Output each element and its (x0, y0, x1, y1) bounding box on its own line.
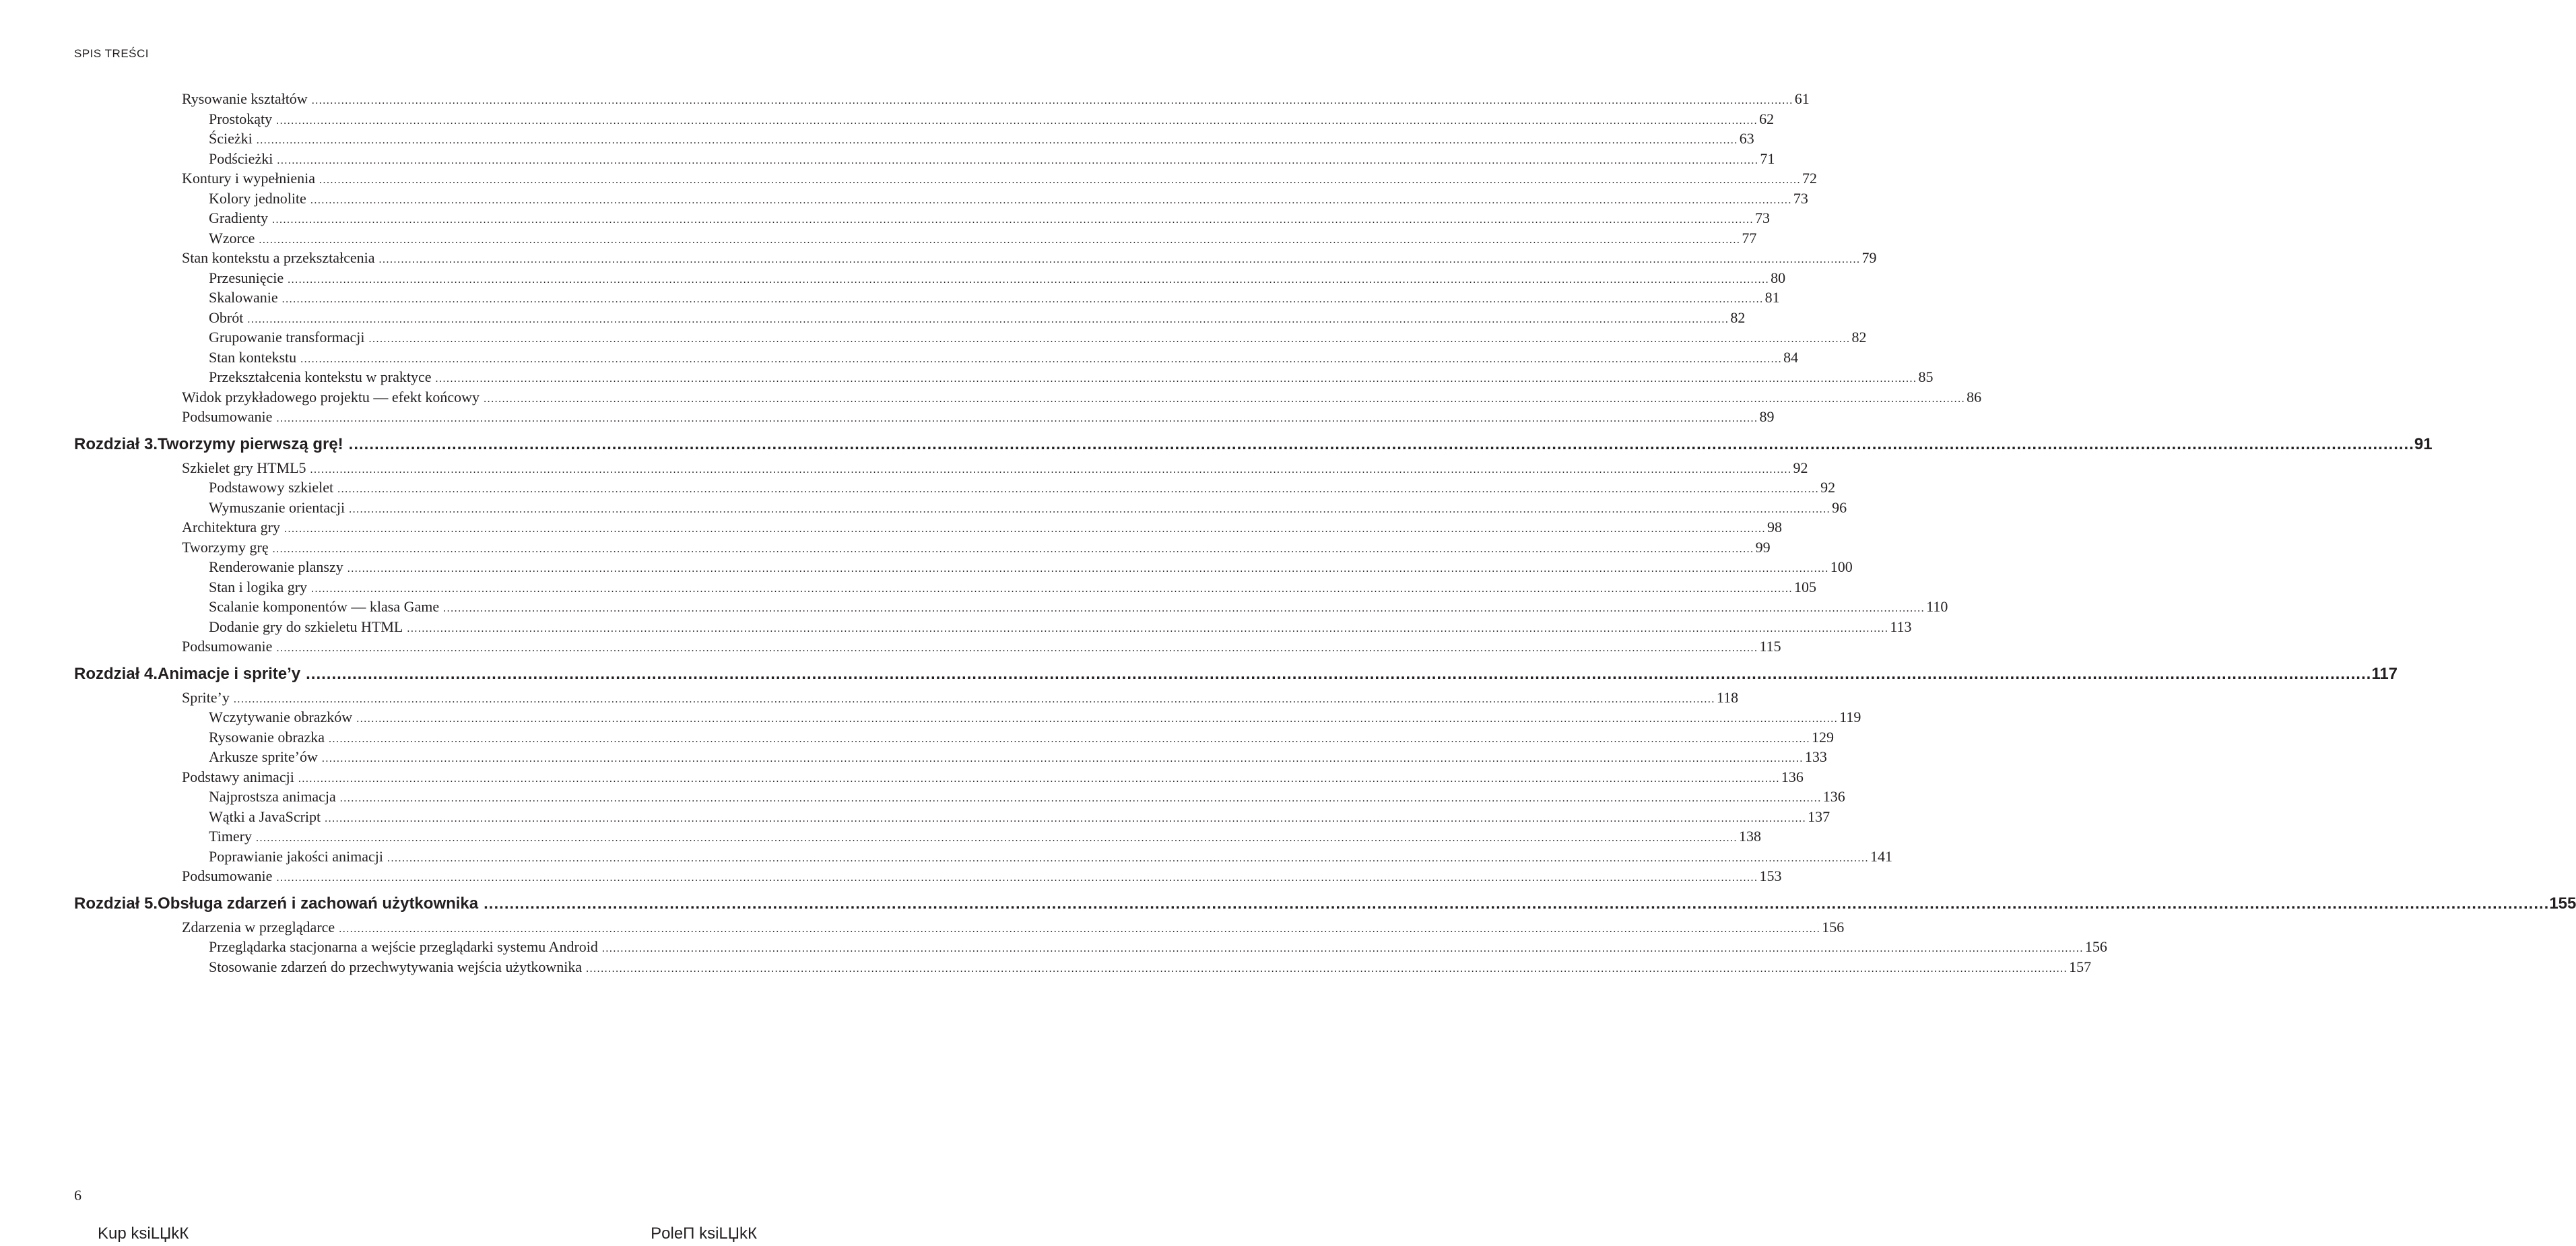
toc-entry-page: 136 (1822, 788, 1845, 805)
toc-entry-page: 92 (1820, 479, 1836, 496)
dot-leader: ................................................................................................................................................................................................................................................................................................................................................................................................................ (311, 583, 1793, 595)
toc-entry-title: Podścieżki (209, 150, 273, 167)
dot-leader: ................................................................................................................................................................................................................................................................................................................................................................................................................ (356, 713, 1839, 725)
toc-entry-page: 63 (1739, 130, 1754, 147)
toc-entry-title: Przekształcenia kontekstu w praktyce (209, 368, 432, 385)
chapter-label: Rozdział 3. (74, 434, 158, 453)
dot-leader: ................................................................................................................................................................................................................................................................................................................................................................................................................ (329, 733, 1811, 745)
toc-entry (182, 635, 1781, 658)
dot-leader: ................................................................................................................................................................................................................................................................................................................................................................................................................ (298, 773, 1780, 785)
toc-entry-title: Stan i logika gry (209, 578, 308, 595)
toc-entry-page: 141 (1870, 847, 1893, 865)
toc-entry-title: Tworzymy grę (182, 538, 269, 556)
dot-leader: ................................................................................................................................................................................................................................................................................................................................................................................................................ (601, 943, 2084, 954)
dot-leader: ................................................................................................................................................................................................................................................................................................................................................................................................................ (276, 413, 1758, 424)
chapter-title: Animacje i sprite’y (158, 664, 301, 683)
toc-entry-title: Stosowanie zdarzeń do przechwytywania wejścia użytkownika (209, 958, 583, 975)
toc-entry-page: 157 (2069, 958, 2092, 975)
chapter-heading (74, 431, 2433, 458)
dot-leader: ................................................................................................................................................................................................................................................................................................................................................................................................................ (277, 154, 1759, 166)
chapter-title: Tworzymy pierwszą grę! (158, 434, 343, 453)
toc-entry-title: Przesunięcie (209, 269, 284, 286)
dot-leader: ................................................................................................................................................................................................................................................................................................................................................................................................................ (259, 234, 1741, 246)
dot-leader: ................................................................................................................................................................................................................................................................................................................................................................................................................ (272, 543, 1754, 555)
toc-entry-page: 71 (1760, 150, 1775, 167)
toc-entry-page: 133 (1804, 748, 1827, 765)
dot-leader: ................................................................................................................................................................................................................................................................................................................................................................................................................ (282, 294, 1764, 305)
toc-entry-title: Podsumowanie (182, 867, 273, 884)
dot-leader: ................................................................................................................................................................................................................................................................................................................................................................................................................ (407, 622, 1889, 634)
dot-leader: ................................................................................................................................................................................................................................................................................................................................................................................................................ (443, 603, 1925, 614)
dot-leader: ................................................................................................................................................................................................................................................................................................................................................................................................................ (311, 95, 1793, 106)
chapter-heading (74, 890, 2576, 917)
dot-leader: ................................................................................................................................................................................................................................................................................................................................................................................................................ (256, 135, 1738, 146)
toc-entry-title: Dodanie gry do szkieletu HTML (209, 618, 403, 635)
dot-leader: ................................................................................................................................................................................................................................................................................................................................................................................................................ (276, 872, 1758, 884)
toc-entry-title: Kontury i wypełnienia (182, 170, 315, 187)
dot-leader: ................................................................................................................................................................................................................................................................................................................................................................................................................ (337, 484, 1820, 495)
chapter-title: Obsługa zdarzeń i zachowań użytkownika (158, 894, 479, 913)
dot-leader: ................................................................................................................................................................................................................................................................................................................................................................................................................ (339, 923, 1821, 935)
toc-entry-page: 82 (1730, 308, 1746, 326)
dot-leader: ................................................................................................................................................................................................................................................................................................................................................................................................................ (271, 214, 1754, 226)
dot-leader: ................................................................................................................................................................................................................................................................................................................................................................................................................ (435, 373, 1917, 385)
dot-leader: ................................................................................................................................................................................................................................................................................................................................................................................................................ (387, 852, 1870, 864)
dot-leader: ................................................................................................................................................................................................................................................................................................................................................................................................................ (276, 643, 1758, 654)
toc-entry-page: 85 (1918, 368, 1934, 385)
toc-entry-page: 99 (1755, 538, 1771, 556)
toc-entry-title: Przeglądarka stacjonarna a wejście przeglądarki systemu Android (209, 938, 598, 955)
dot-leader: ................................................................................................................................................................................................................................................................................................................................................................................................................ (368, 333, 1851, 345)
page-number: 6 (74, 1187, 81, 1204)
dot-leader: ................................................................................................................................................................................................................................................................................................................................................................................................................ (321, 753, 1804, 764)
toc-entry-title: Podstawowy szkielet (209, 479, 334, 496)
chapter-page-number: 91 (2414, 434, 2433, 453)
toc-entry-page: 98 (1767, 519, 1782, 535)
toc-entry-title: Ścieżki (209, 130, 253, 147)
dot-leader: ................................................................................................................................................................................................................................................................................................................................................................................................................ (284, 523, 1766, 535)
dot-leader: ................................................................................................................................................................................................................................................................................................................................................................................................................ (247, 313, 1729, 325)
dot-leader: ................................................................................................................................................................................................................................................................................................................................................................................................................ (349, 503, 1831, 515)
toc-entry-page: 82 (1851, 329, 1867, 346)
toc-entry (182, 865, 1782, 888)
toc-entry-page: 86 (1967, 388, 1982, 405)
toc-entry (209, 956, 2092, 979)
toc-entry-title: Arkusze sprite’ów (209, 748, 318, 765)
chapter-label: Rozdział 5. (74, 894, 158, 913)
dot-leader: ................................................................................................................................................................................................................................................................................................................................................................................................................ (484, 894, 2550, 913)
toc-entry-title: Rysowanie kształtów (182, 90, 308, 107)
toc-entry-page: 100 (1830, 558, 1853, 575)
toc-entry-title: Obrót (209, 308, 244, 326)
toc-entry-title: Wzorce (209, 229, 255, 247)
toc-entry-title: Podsumowanie (182, 408, 273, 425)
toc-entry-title: Widok przykładowego projektu — efekt końcowy (182, 388, 480, 405)
toc-entry-title: Timery (209, 828, 252, 845)
dot-leader: ................................................................................................................................................................................................................................................................................................................................................................................................................ (306, 664, 2372, 683)
toc-entry-title: Grupowanie transformacji (209, 329, 365, 346)
toc-entry-title: Kolory jednolite (209, 189, 306, 207)
toc-entry-title: Zdarzenia w przeglądarce (182, 918, 335, 936)
toc-entry-title: Rysowanie obrazka (209, 728, 325, 746)
dot-leader: ................................................................................................................................................................................................................................................................................................................................................................................................................ (339, 793, 1822, 804)
dot-leader: ................................................................................................................................................................................................................................................................................................................................................................................................................ (300, 353, 1783, 365)
toc-entry-title: Wczytywanie obrazków (209, 709, 353, 725)
toc-entry-page: 138 (1738, 828, 1761, 845)
dot-leader: ................................................................................................................................................................................................................................................................................................................................................................................................................ (586, 962, 2068, 975)
toc-entry-page: 119 (1839, 709, 1861, 725)
toc-entry-title: Wymuszanie orientacji (209, 498, 345, 516)
toc-entry-title: Renderowanie planszy (209, 558, 343, 575)
buy-book-link[interactable]: Kup ksiLЏkК (98, 1224, 189, 1243)
dot-leader: ................................................................................................................................................................................................................................................................................................................................................................................................................ (348, 434, 2414, 453)
toc-entry-title: Podsumowanie (182, 638, 273, 655)
dot-leader: ................................................................................................................................................................................................................................................................................................................................................................................................................ (484, 393, 1966, 405)
chapter-heading (74, 661, 2398, 688)
chapter-label: Rozdział 4. (74, 664, 158, 683)
dot-leader: ................................................................................................................................................................................................................................................................................................................................................................................................................ (347, 563, 1829, 575)
toc-entry-page: 73 (1754, 209, 1770, 226)
toc-entry-page: 79 (1861, 249, 1877, 266)
rate-book-link[interactable]: PoleП ksiLЏkК (651, 1224, 757, 1243)
toc-entry-page: 113 (1890, 618, 1912, 635)
toc-entry-title: Architektura gry (182, 519, 280, 535)
dot-leader: ................................................................................................................................................................................................................................................................................................................................................................................................................ (233, 693, 1715, 705)
toc-entry-title: Szkielet gry HTML5 (182, 459, 306, 476)
toc-entry-title: Skalowanie (209, 289, 278, 306)
toc-entry-title: Stan kontekstu a przekształcenia (182, 249, 375, 266)
dot-leader: ................................................................................................................................................................................................................................................................................................................................................................................................................ (255, 832, 1738, 844)
toc-entry-title: Wątki a JavaScript (209, 808, 321, 825)
toc-entry-page: 84 (1783, 348, 1799, 366)
toc-entry-title: Najprostsza animacja (209, 788, 336, 805)
running-head: SPIS TREŚCI (74, 47, 149, 60)
toc-entry-page: 72 (1802, 170, 1817, 187)
toc-entry-title: Sprite’y (182, 688, 230, 706)
toc-entry-page: 62 (1759, 110, 1775, 127)
toc-entry-page: 89 (1759, 408, 1775, 425)
toc-entry-title: Podstawy animacji (182, 768, 294, 785)
toc-entry-page: 96 (1832, 498, 1847, 516)
toc-entry-title: Prostokąty (209, 110, 273, 127)
toc-entry-title: Stan kontekstu (209, 348, 297, 366)
toc-entry-page: 77 (1742, 229, 1757, 247)
toc-entry-page: 105 (1794, 578, 1817, 595)
toc-entry-title: Poprawianie jakości animacji (209, 847, 384, 865)
toc-entry-page: 156 (1822, 918, 1845, 936)
dot-leader: ................................................................................................................................................................................................................................................................................................................................................................................................................ (325, 812, 1807, 824)
chapter-page-number: 155 (2549, 894, 2576, 913)
toc-entry-page: 110 (1926, 598, 1948, 615)
toc-entry-page: 81 (1764, 289, 1780, 306)
toc-entry-page: 136 (1781, 768, 1804, 785)
toc-entry-title: Scalanie komponentów — klasa Game (209, 598, 440, 615)
toc-entry-page: 73 (1793, 189, 1808, 207)
toc-entry-page: 115 (1759, 638, 1781, 655)
dot-leader: ................................................................................................................................................................................................................................................................................................................................................................................................................ (276, 114, 1758, 127)
toc-entry (182, 405, 1775, 428)
toc-entry-page: 153 (1759, 867, 1782, 884)
toc-entry-title: Gradienty (209, 209, 268, 226)
dot-leader: ................................................................................................................................................................................................................................................................................................................................................................................................................ (310, 194, 1792, 206)
toc-entry-page: 129 (1812, 728, 1835, 746)
dot-leader: ................................................................................................................................................................................................................................................................................................................................................................................................................ (310, 463, 1792, 476)
toc-entry-page: 156 (2084, 938, 2107, 955)
toc-entry-page: 118 (1716, 688, 1739, 706)
toc-entry-page: 92 (1793, 459, 1808, 476)
dot-leader: ................................................................................................................................................................................................................................................................................................................................................................................................................ (378, 254, 1861, 265)
toc-entry-page: 61 (1794, 90, 1810, 107)
toc-entry-page: 137 (1808, 808, 1830, 825)
toc-entry-page: 80 (1771, 269, 1786, 286)
dot-leader: ................................................................................................................................................................................................................................................................................................................................................................................................................ (319, 174, 1801, 186)
chapter-page-number: 117 (2371, 664, 2398, 683)
dot-leader: ................................................................................................................................................................................................................................................................................................................................................................................................................ (288, 273, 1770, 286)
